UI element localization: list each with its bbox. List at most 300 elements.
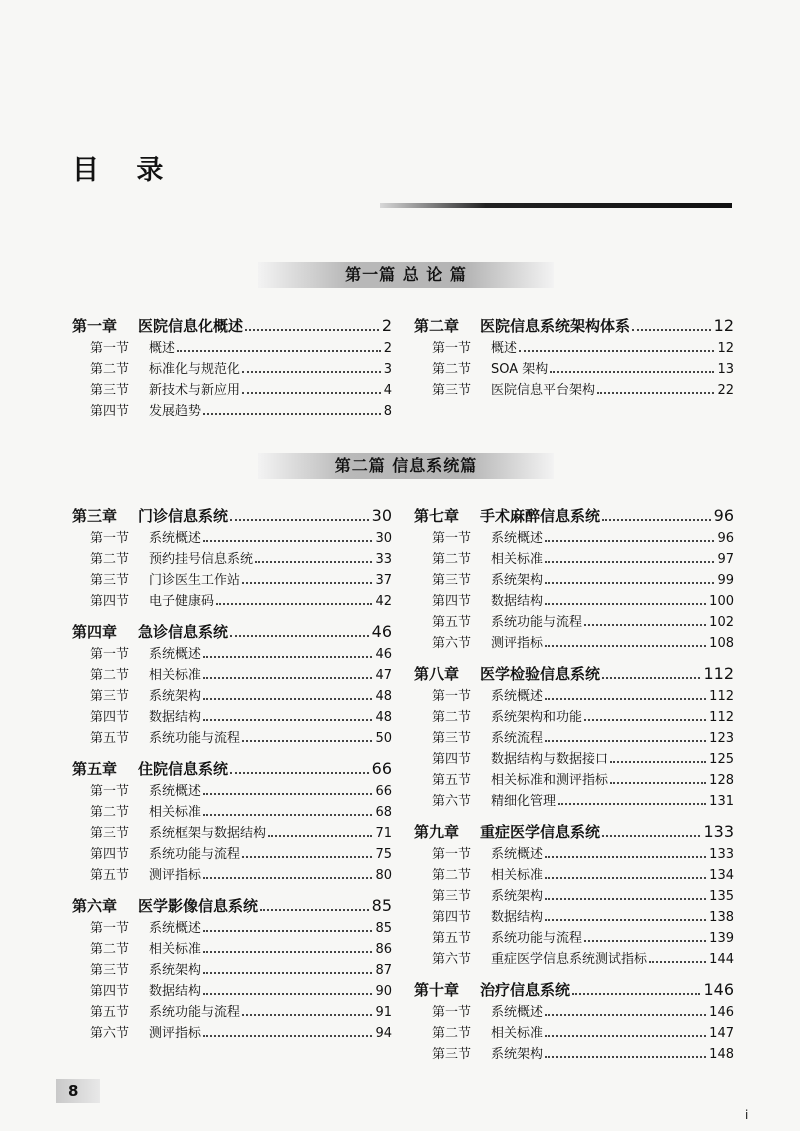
section-number: 第一节 <box>90 531 130 546</box>
page-ref: 91 <box>375 1005 392 1020</box>
toc-section[interactable] <box>72 780 392 801</box>
toc-section[interactable] <box>72 358 392 379</box>
section-number: 第六节 <box>432 794 472 809</box>
page-title: 目 录 <box>72 155 178 186</box>
chapter-number: 第七章 <box>414 507 460 525</box>
page-ref: 30 <box>375 531 392 546</box>
toc-column <box>414 315 734 400</box>
leader-dots <box>545 740 706 742</box>
toc-section[interactable] <box>414 527 734 548</box>
leader-dots <box>550 371 714 373</box>
section-number: 第一节 <box>90 647 130 662</box>
section-title: 电子健康码 <box>149 594 215 609</box>
chapter-title: 医院信息系统架构体系 <box>480 317 631 335</box>
section-number: 第六节 <box>90 1026 130 1041</box>
section-number: 第四节 <box>90 594 130 609</box>
page-ref: 22 <box>717 383 734 398</box>
part-banner-2: 第二篇 信息系统篇 <box>258 453 554 479</box>
section-number: 第一节 <box>432 341 472 356</box>
toc-section[interactable] <box>72 727 392 748</box>
toc-section[interactable] <box>72 400 392 421</box>
section-number: 第五节 <box>90 1005 130 1020</box>
section-title: 相关标准 <box>149 942 202 957</box>
page-ref: 133 <box>709 847 734 862</box>
toc-column <box>72 505 392 1043</box>
leader-dots <box>203 793 372 795</box>
page-ref: 128 <box>709 773 734 788</box>
chapter-title: 重症医学信息系统 <box>480 823 601 841</box>
page-ref: 30 <box>371 506 392 525</box>
section-number: 第二节 <box>90 362 130 377</box>
section-title: 相关标准 <box>491 868 544 883</box>
leader-dots <box>545 540 714 542</box>
toc-chapter[interactable] <box>72 315 392 337</box>
toc-section[interactable] <box>414 590 734 611</box>
toc-chapter[interactable] <box>414 315 734 337</box>
toc-section[interactable] <box>414 611 734 632</box>
leader-dots <box>545 1014 706 1016</box>
leader-dots <box>260 909 369 911</box>
section-number: 第三节 <box>90 573 130 588</box>
section-title: 系统架构 <box>149 689 202 704</box>
section-number: 第一节 <box>432 1005 472 1020</box>
toc-section[interactable] <box>72 801 392 822</box>
corner-mark: i <box>745 1108 749 1122</box>
leader-dots <box>602 835 700 837</box>
section-number: 第一节 <box>90 784 130 799</box>
toc-section[interactable] <box>72 959 392 980</box>
section-number: 第五节 <box>432 931 472 946</box>
leader-dots <box>203 677 372 679</box>
leader-dots <box>242 582 372 584</box>
toc-section[interactable] <box>414 843 734 864</box>
leader-dots <box>584 940 706 942</box>
page-ref: 148 <box>709 1047 734 1062</box>
chapter-title: 医院信息化概述 <box>138 317 244 335</box>
section-number: 第三节 <box>432 573 472 588</box>
section-number: 第三节 <box>90 689 130 704</box>
section-number: 第三节 <box>90 383 130 398</box>
section-number: 第三节 <box>90 963 130 978</box>
leader-dots <box>230 772 369 774</box>
toc-section[interactable] <box>414 864 734 885</box>
leader-dots <box>203 719 372 721</box>
page-ref: 47 <box>375 668 392 683</box>
toc-section[interactable] <box>414 379 734 400</box>
section-title: 相关标准 <box>491 552 544 567</box>
leader-dots <box>230 519 369 521</box>
leader-dots <box>203 930 372 932</box>
section-title: 测评指标 <box>491 636 544 651</box>
toc-section[interactable] <box>72 1001 392 1022</box>
section-number: 第六节 <box>432 636 472 651</box>
page-ref: 94 <box>375 1026 392 1041</box>
page-ref: 123 <box>709 731 734 746</box>
leader-dots <box>203 814 372 816</box>
section-title: 标准化与规范化 <box>149 362 241 377</box>
leader-dots <box>242 371 381 373</box>
section-number: 第五节 <box>432 615 472 630</box>
section-number: 第一节 <box>432 847 472 862</box>
section-number: 第三节 <box>90 826 130 841</box>
section-number: 第一节 <box>432 531 472 546</box>
page-ref: 46 <box>371 622 392 641</box>
page-ref: 99 <box>717 573 734 588</box>
section-number: 第四节 <box>432 594 472 609</box>
toc-section[interactable] <box>414 927 734 948</box>
section-number: 第二节 <box>432 362 472 377</box>
section-number: 第二节 <box>90 942 130 957</box>
toc-chapter[interactable] <box>72 758 392 780</box>
leader-dots <box>545 1035 706 1037</box>
section-number: 第二节 <box>90 805 130 820</box>
page-ref: 85 <box>371 896 392 915</box>
chapter-title: 急诊信息系统 <box>138 623 229 641</box>
page-ref: 108 <box>709 636 734 651</box>
chapter-number: 第四章 <box>72 623 118 641</box>
toc-chapter[interactable] <box>414 663 734 685</box>
toc-section[interactable] <box>414 948 734 969</box>
page-ref: 50 <box>375 731 392 746</box>
page-ref: 2 <box>381 316 392 335</box>
toc-chapter[interactable] <box>72 505 392 527</box>
toc-section[interactable] <box>72 379 392 400</box>
page-ref: 146 <box>709 1005 734 1020</box>
page-ref: 96 <box>717 531 734 546</box>
chapter-number: 第三章 <box>72 507 118 525</box>
section-title: 数据结构与数据接口 <box>491 752 609 767</box>
section-number: 第三节 <box>432 383 472 398</box>
section-title: 系统概述 <box>149 784 202 799</box>
leader-dots <box>558 803 706 805</box>
section-title: 发展趋势 <box>149 404 202 419</box>
leader-dots <box>649 961 706 963</box>
leader-dots <box>545 919 706 921</box>
section-title: 预约挂号信息系统 <box>149 552 254 567</box>
toc-section[interactable] <box>414 906 734 927</box>
section-title: 系统架构和功能 <box>491 710 583 725</box>
page-ref: 112 <box>709 710 734 725</box>
leader-dots <box>203 877 372 879</box>
chapter-title: 医学影像信息系统 <box>138 897 259 915</box>
page-ref: 3 <box>383 362 392 377</box>
toc-section[interactable] <box>414 885 734 906</box>
leader-dots <box>572 993 700 995</box>
toc-section[interactable] <box>72 938 392 959</box>
section-number: 第三节 <box>432 1047 472 1062</box>
section-title: 概述 <box>491 341 518 356</box>
page-ref: 68 <box>375 805 392 820</box>
page-ref: 133 <box>703 822 734 841</box>
section-number: 第一节 <box>432 689 472 704</box>
page-ref: 134 <box>709 868 734 883</box>
title-rule <box>380 203 732 208</box>
toc-column <box>72 315 392 421</box>
page-ref: 131 <box>709 794 734 809</box>
section-title: 系统概述 <box>149 647 202 662</box>
leader-dots <box>203 993 372 995</box>
section-number: 第三节 <box>432 731 472 746</box>
section-title: 概述 <box>149 341 176 356</box>
section-title: 系统功能与流程 <box>491 931 583 946</box>
section-number: 第五节 <box>90 731 130 746</box>
section-number: 第四节 <box>90 984 130 999</box>
section-title: 系统框架与数据结构 <box>149 826 267 841</box>
section-title: 医院信息平台架构 <box>491 383 596 398</box>
leader-dots <box>255 561 372 563</box>
page-ref: 87 <box>375 963 392 978</box>
page-ref: 85 <box>375 921 392 936</box>
page-ref: 90 <box>375 984 392 999</box>
toc-section[interactable] <box>72 590 392 611</box>
chapter-number: 第六章 <box>72 897 118 915</box>
toc-section[interactable] <box>72 706 392 727</box>
page-ref: 144 <box>709 952 734 967</box>
section-number: 第一节 <box>90 921 130 936</box>
section-title: 系统功能与流程 <box>491 615 583 630</box>
leader-dots <box>242 740 372 742</box>
leader-dots <box>610 761 706 763</box>
leader-dots <box>545 561 714 563</box>
leader-dots <box>177 350 381 352</box>
page-ref: 12 <box>713 316 734 335</box>
toc-section[interactable] <box>72 1022 392 1043</box>
part-banner-1: 第一篇 总 论 篇 <box>258 262 554 288</box>
toc-section[interactable] <box>414 706 734 727</box>
toc-section[interactable] <box>414 727 734 748</box>
page-ref: 66 <box>371 759 392 778</box>
toc-column <box>414 505 734 1064</box>
chapter-number: 第十章 <box>414 981 460 999</box>
page-ref: 97 <box>717 552 734 567</box>
chapter-title: 治疗信息系统 <box>480 981 571 999</box>
toc-section[interactable] <box>72 917 392 938</box>
leader-dots <box>242 392 381 394</box>
leader-dots <box>602 677 700 679</box>
section-number: 第四节 <box>90 710 130 725</box>
page-ref: 37 <box>375 573 392 588</box>
leader-dots <box>545 877 706 879</box>
toc-section[interactable] <box>414 685 734 706</box>
toc-section[interactable] <box>414 358 734 379</box>
leader-dots <box>242 1014 372 1016</box>
page-ref: 146 <box>703 980 734 999</box>
leader-dots <box>203 540 372 542</box>
leader-dots <box>203 656 372 658</box>
toc-section[interactable] <box>414 1001 734 1022</box>
section-title: 数据结构 <box>149 984 202 999</box>
page-ref: 4 <box>383 383 392 398</box>
toc-section[interactable] <box>414 1022 734 1043</box>
page-ref: 100 <box>709 594 734 609</box>
leader-dots <box>245 329 379 331</box>
section-title: 数据结构 <box>149 710 202 725</box>
toc-section[interactable] <box>72 569 392 590</box>
toc-section[interactable] <box>414 790 734 811</box>
section-title: 系统功能与流程 <box>149 731 241 746</box>
chapter-title: 医学检验信息系统 <box>480 665 601 683</box>
section-number: 第二节 <box>432 868 472 883</box>
page-ref: 13 <box>717 362 734 377</box>
section-number: 第二节 <box>432 710 472 725</box>
section-number: 第五节 <box>432 773 472 788</box>
section-title: 系统概述 <box>491 689 544 704</box>
page-ref: 46 <box>375 647 392 662</box>
chapter-title: 手术麻醉信息系统 <box>480 507 601 525</box>
leader-dots <box>230 635 369 637</box>
chapter-title: 门诊信息系统 <box>138 507 229 525</box>
toc-chapter[interactable] <box>414 821 734 843</box>
toc-section[interactable] <box>72 527 392 548</box>
section-number: 第四节 <box>90 404 130 419</box>
toc-section[interactable] <box>72 685 392 706</box>
section-title: 新技术与新应用 <box>149 383 241 398</box>
leader-dots <box>203 698 372 700</box>
toc-section[interactable] <box>414 632 734 653</box>
page-ref: 80 <box>375 868 392 883</box>
section-title: 系统架构 <box>149 963 202 978</box>
section-title: 相关标准 <box>491 1026 544 1041</box>
toc-section[interactable] <box>414 569 734 590</box>
section-title: 重症医学信息系统测试指标 <box>491 952 648 967</box>
toc-section[interactable] <box>414 748 734 769</box>
section-number: 第四节 <box>432 910 472 925</box>
toc-chapter[interactable] <box>72 895 392 917</box>
toc-section[interactable] <box>72 822 392 843</box>
section-title: 系统概述 <box>491 1005 544 1020</box>
leader-dots <box>610 782 706 784</box>
page-ref: 139 <box>709 931 734 946</box>
page-ref: 48 <box>375 689 392 704</box>
chapter-title: 住院信息系统 <box>138 760 229 778</box>
page-ref: 42 <box>375 594 392 609</box>
toc-section[interactable] <box>414 769 734 790</box>
page-ref: 96 <box>713 506 734 525</box>
leader-dots <box>203 951 372 953</box>
section-number: 第六节 <box>432 952 472 967</box>
section-title: 系统流程 <box>491 731 544 746</box>
toc-section[interactable] <box>72 664 392 685</box>
toc-section[interactable] <box>72 548 392 569</box>
section-title: 测评指标 <box>149 868 202 883</box>
section-title: 相关标准 <box>149 805 202 820</box>
section-title: 系统概述 <box>149 921 202 936</box>
page-ref: 8 <box>383 404 392 419</box>
section-number: 第二节 <box>432 552 472 567</box>
section-title: 系统架构 <box>491 889 544 904</box>
page-ref: 48 <box>375 710 392 725</box>
section-number: 第四节 <box>90 847 130 862</box>
leader-dots <box>545 582 714 584</box>
leader-dots <box>242 856 372 858</box>
chapter-number: 第五章 <box>72 760 118 778</box>
page-ref: 135 <box>709 889 734 904</box>
section-title: 数据结构 <box>491 594 544 609</box>
leader-dots <box>268 835 372 837</box>
toc-section[interactable] <box>72 643 392 664</box>
leader-dots <box>203 972 372 974</box>
chapter-number: 第一章 <box>72 317 118 335</box>
toc-section[interactable] <box>72 864 392 885</box>
toc-section[interactable] <box>414 548 734 569</box>
section-title: 相关标准和测评指标 <box>491 773 609 788</box>
page-ref: 138 <box>709 910 734 925</box>
section-number: 第五节 <box>90 868 130 883</box>
chapter-number: 第八章 <box>414 665 460 683</box>
page-ref: 102 <box>709 615 734 630</box>
leader-dots <box>545 898 706 900</box>
section-title: 系统功能与流程 <box>149 1005 241 1020</box>
page-ref: 2 <box>383 341 392 356</box>
section-number: 第三节 <box>432 889 472 904</box>
toc-chapter[interactable] <box>72 621 392 643</box>
section-number: 第一节 <box>90 341 130 356</box>
leader-dots <box>584 719 706 721</box>
section-title: 系统概述 <box>491 531 544 546</box>
section-title: 数据结构 <box>491 910 544 925</box>
section-title: 系统架构 <box>491 573 544 588</box>
leader-dots <box>545 1056 706 1058</box>
section-title: 门诊医生工作站 <box>149 573 241 588</box>
leader-dots <box>545 856 706 858</box>
leader-dots <box>545 645 706 647</box>
page-ref: 75 <box>375 847 392 862</box>
section-number: 第二节 <box>90 552 130 567</box>
leader-dots <box>584 624 706 626</box>
leader-dots <box>203 1035 372 1037</box>
leader-dots <box>216 603 372 605</box>
toc-section[interactable] <box>72 337 392 358</box>
toc-chapter[interactable] <box>414 979 734 1001</box>
leader-dots <box>632 329 711 331</box>
page-ref: 33 <box>375 552 392 567</box>
section-title: SOA 架构 <box>491 362 549 377</box>
leader-dots <box>519 350 714 352</box>
toc-section[interactable] <box>72 980 392 1001</box>
page-ref: 125 <box>709 752 734 767</box>
section-title: 系统架构 <box>491 1047 544 1062</box>
page-ref: 66 <box>375 784 392 799</box>
leader-dots <box>203 413 381 415</box>
section-title: 系统概述 <box>491 847 544 862</box>
toc-section[interactable] <box>414 1043 734 1064</box>
leader-dots <box>545 603 706 605</box>
section-number: 第二节 <box>432 1026 472 1041</box>
page-ref: 112 <box>703 664 734 683</box>
chapter-number: 第九章 <box>414 823 460 841</box>
section-title: 系统功能与流程 <box>149 847 241 862</box>
page-ref: 12 <box>717 341 734 356</box>
section-title: 系统概述 <box>149 531 202 546</box>
section-title: 相关标准 <box>149 668 202 683</box>
page-ref: 147 <box>709 1026 734 1041</box>
toc-section[interactable] <box>414 337 734 358</box>
page-ref: 71 <box>375 826 392 841</box>
leader-dots <box>597 392 714 394</box>
chapter-number: 第二章 <box>414 317 460 335</box>
leader-dots <box>545 698 706 700</box>
toc-section[interactable] <box>72 843 392 864</box>
page-ref: 112 <box>709 689 734 704</box>
section-number: 第四节 <box>432 752 472 767</box>
page-ref: 86 <box>375 942 392 957</box>
section-title: 测评指标 <box>149 1026 202 1041</box>
toc-chapter[interactable] <box>414 505 734 527</box>
section-title: 精细化管理 <box>491 794 557 809</box>
page-number: 8 <box>56 1079 100 1103</box>
leader-dots <box>602 519 711 521</box>
section-number: 第二节 <box>90 668 130 683</box>
